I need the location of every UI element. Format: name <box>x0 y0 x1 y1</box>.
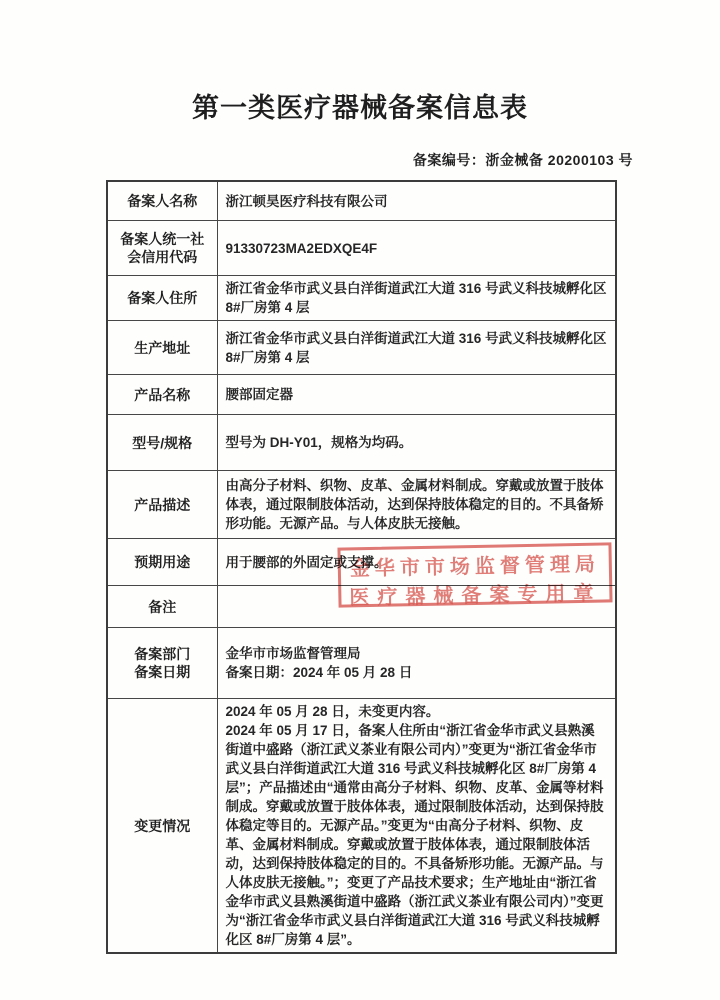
table-row <box>107 539 616 586</box>
row-label: 备案人统一社 会信用代码 <box>107 221 217 276</box>
table-row <box>107 415 616 471</box>
table-row <box>107 628 616 699</box>
row-label: 备案部门 备案日期 <box>107 628 217 699</box>
table-row <box>107 276 616 321</box>
filing-dept-and-date: 金华市市场监督管理局 备案日期：2024 年 05 月 28 日 <box>217 628 616 699</box>
change-history: 2024 年 05 月 28 日，未变更内容。 2024 年 05 月 17 日，备案人住所由“浙江省金华市武义县熟溪街道中盛路（浙江武义茶业有限公司内）”变更为“浙江省金华市武义县白洋街道武江大道 316 号武义科技城孵化区 8#厂房第 4 层”；产品描述由“通常由高分子材料、织物、皮革、金属等材料制成。穿戴或放置于肢体体表，通过限制肢体活动，达到保持肢体稳定等目的。无源产品。”变更为“由高分子材料、织物、皮革、金属材料制成。穿戴或放置于肢体体表，通过限制肢体活动，达到保持肢体稳定的目的。不具备矫形功能。无源产品。与人体皮肤无接触。”；变更了产品技术要求；生产地址由“浙江省金华市武义县熟溪街道中盛路（浙江武义茶业有限公司内）”变更为“浙江省金华市武义县白洋街道武江大道 316 号武义科技城孵化区 8#厂房第 4 层”。 <box>217 699 616 954</box>
table-row <box>107 221 616 276</box>
row-label: 备注 <box>107 586 217 628</box>
row-label: 备案人住所 <box>107 276 217 321</box>
row-label: 变更情况 <box>107 699 217 954</box>
row-label: 生产地址 <box>107 321 217 375</box>
row-label: 产品描述 <box>107 471 217 539</box>
filing-number: 备案编号：浙金械备 20200103 号 <box>412 152 633 168</box>
row-value: 用于腰部的外固定或支撑。 <box>217 539 616 586</box>
row-value: 腰部固定器 <box>217 375 616 415</box>
row-value: 浙江顿昊医疗科技有限公司 <box>217 181 616 221</box>
table-row <box>107 181 616 221</box>
row-value <box>217 586 616 628</box>
row-value: 91330723MA2EDXQE4F <box>217 221 616 276</box>
document-title: 第一类医疗器械备案信息表 <box>192 93 528 123</box>
row-label: 备案人名称 <box>107 181 217 221</box>
row-value: 浙江省金华市武义县白洋街道武江大道 316 号武义科技城孵化区 8#厂房第 4 层 <box>217 321 616 375</box>
row-value: 型号为 DH-Y01，规格为均码。 <box>217 415 616 471</box>
table-row <box>107 699 616 954</box>
filing-info-table <box>106 180 617 954</box>
row-value: 浙江省金华市武义县白洋街道武江大道 316 号武义科技城孵化区 8#厂房第 4 层 <box>217 276 616 321</box>
table-row <box>107 321 616 375</box>
row-value: 由高分子材料、织物、皮革、金属材料制成。穿戴或放置于肢体体表，通过限制肢体活动，达到保持肢体稳定的目的。不具备矫形功能。无源产品。与人体皮肤无接触。 <box>217 471 616 539</box>
table-row <box>107 471 616 539</box>
row-label: 产品名称 <box>107 375 217 415</box>
row-label: 预期用途 <box>107 539 217 586</box>
stamp-purpose-text: 医疗器械备案专用章 <box>349 582 602 610</box>
table-row <box>107 375 616 415</box>
stamp-authority-text: 金华市市场监督管理局 <box>349 553 601 581</box>
row-label: 型号/规格 <box>107 415 217 471</box>
table-row <box>107 586 616 628</box>
